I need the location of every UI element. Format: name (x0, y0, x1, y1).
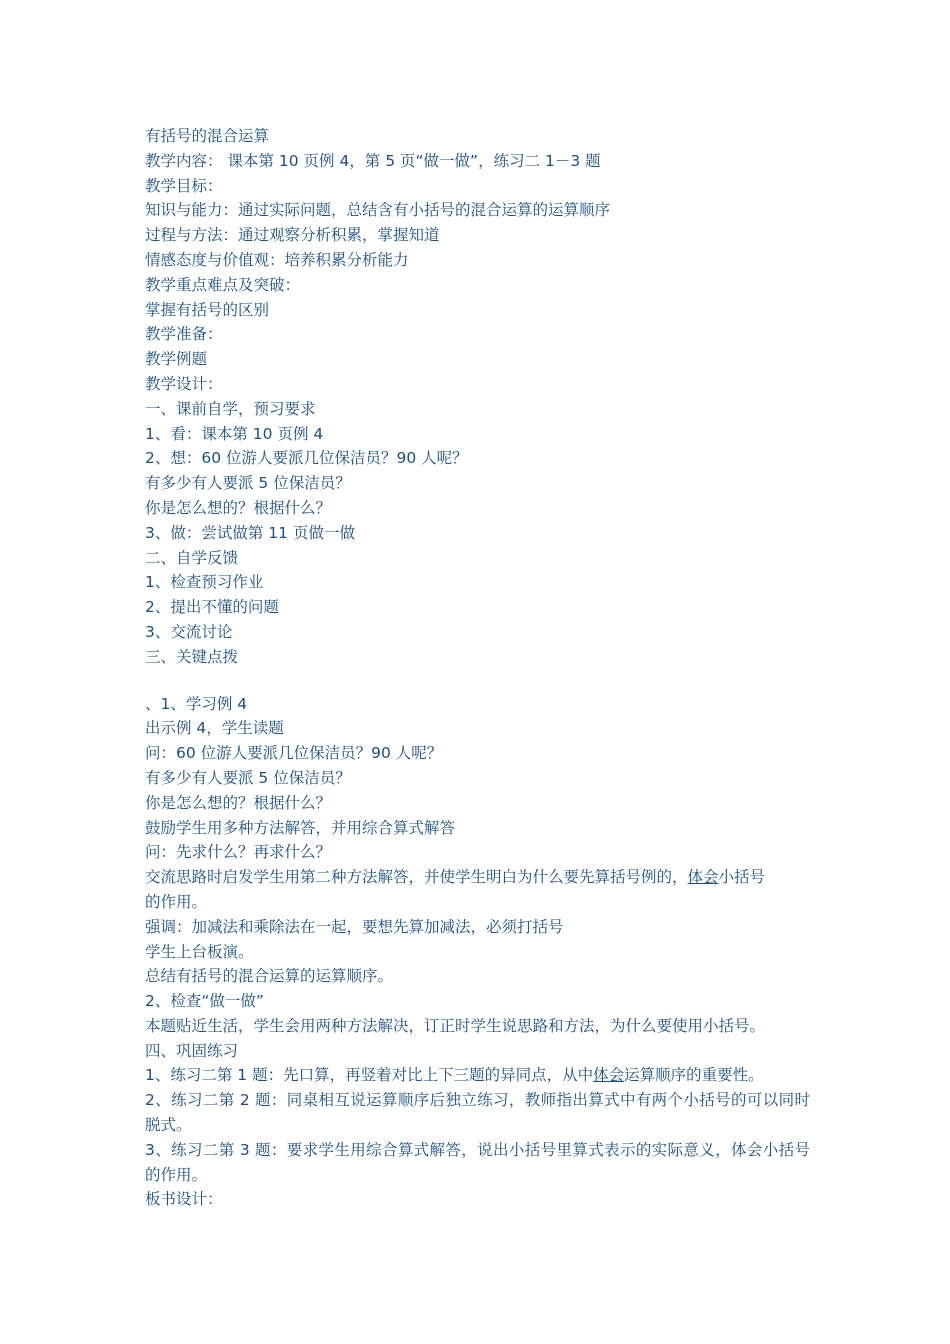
teaching-content-value: 课本第 10 页例 4，第 5 页“做一做”，练习二 1－3 题 (222, 151, 601, 170)
design-heading: 教学设计： (145, 374, 223, 393)
board-heading: 板书设计： (145, 1190, 223, 1209)
section-3-line-7-mid: 小括号 (718, 868, 766, 887)
section-3-line-1: 出示例 4，学生读题 (145, 719, 284, 738)
doc-title: 有括号的混合运算 (145, 127, 270, 145)
section-3-item-2: 2、检查“做一做” (145, 992, 264, 1011)
document-body (145, 124, 810, 1212)
underlined-term: 体会 (687, 868, 719, 887)
goal-knowledge: 知识与能力：通过实际问题，总结含有小括号的混合运算的运算顺序 (145, 201, 611, 220)
section-2-item-1: 1、检查预习作业 (145, 573, 264, 592)
section-4-item-3: 3、练习二第 3 题：要求学生用综合算式解答，说出小括号里算式表示的实际意义，体会小括号的作用。 (145, 1140, 810, 1184)
section-3-line-10: 总结有括号的混合运算的运算顺序。 (145, 967, 394, 986)
teaching-content (145, 149, 810, 174)
section-1-item-3: 3、做：尝试做第 11 页做一做 (145, 523, 355, 542)
blank-line (145, 670, 810, 692)
section-3-item-1: 、1、学习例 4 (145, 694, 248, 713)
goal-process: 过程与方法：通过观察分析积累，掌握知道 (145, 226, 440, 245)
section-4-item-1-start: 1、练习二第 1 题：先口算，再竖着对比上下三题的异同点，从中 (145, 1066, 594, 1085)
prep-value: 教学例题 (145, 350, 208, 369)
section-4-heading: 四、巩固练习 (145, 1041, 239, 1060)
section-3-line-8: 强调：加减法和乘除法在一起，要想先算加减法，必须打括号 (145, 917, 564, 936)
section-3-line-6: 问：先求什么？再求什么？ (145, 843, 332, 862)
section-1-item-2: 2、想：60 位游人要派几位保洁员？90 人呢？ (145, 449, 468, 468)
keypoints-heading: 教学重点难点及突破： (145, 275, 301, 294)
section-1-item-1: 1、看：课本第 10 页例 4 (145, 424, 324, 443)
section-3-line-3: 有多少有人要派 5 位保洁员？ (145, 768, 351, 787)
section-1-question-2: 你是怎么想的？根据什么？ (145, 498, 332, 517)
section-3-line-5: 鼓励学生用多种方法解答，并用综合算式解答 (145, 818, 456, 837)
section-4-item-2: 2、练习二第 2 题：同桌相互说运算顺序后独立练习，教师指出算式中有两个小括号的可以同时脱式。 (145, 1091, 810, 1135)
underlined-term: 体会 (593, 1066, 625, 1085)
goals-heading: 教学目标： (145, 176, 223, 195)
section-3-line-4: 你是怎么想的？根据什么？ (145, 793, 332, 812)
section-3-line-7 (145, 865, 810, 890)
section-3-line-9: 学生上台板演。 (145, 942, 254, 961)
prep-heading: 教学准备： (145, 325, 223, 344)
section-1-heading: 一、课前自学，预习要求 (145, 399, 316, 418)
teaching-content-label: 教学内容： (145, 151, 223, 170)
section-2-heading: 二、自学反馈 (145, 548, 239, 567)
section-3-heading: 三、关键点拨 (145, 647, 239, 666)
section-2-item-2: 2、提出不懂的问题 (145, 598, 279, 617)
section-3-line-7-start: 交流思路时启发学生用第二种方法解答，并使学生明白为什么要先算括号例的， (145, 868, 688, 887)
section-4-item-1-end: 运算顺序的重要性。 (624, 1066, 764, 1085)
section-3-line-7-end: 的作用。 (145, 892, 208, 911)
section-4-item-1 (145, 1063, 810, 1088)
keypoints-value: 掌握有括号的区别 (145, 300, 270, 319)
goal-emotion: 情感态度与价值观：培养积累分析能力 (145, 250, 409, 269)
section-1-question-1: 有多少有人要派 5 位保洁员？ (145, 474, 351, 493)
section-3-line-11: 本题贴近生活，学生会用两种方法解决，订正时学生说思路和方法，为什么要使用小括号。 (145, 1016, 766, 1035)
section-2-item-3: 3、交流讨论 (145, 622, 233, 641)
section-3-line-2: 问：60 位游人要派几位保洁员？90 人呢？ (145, 744, 443, 763)
